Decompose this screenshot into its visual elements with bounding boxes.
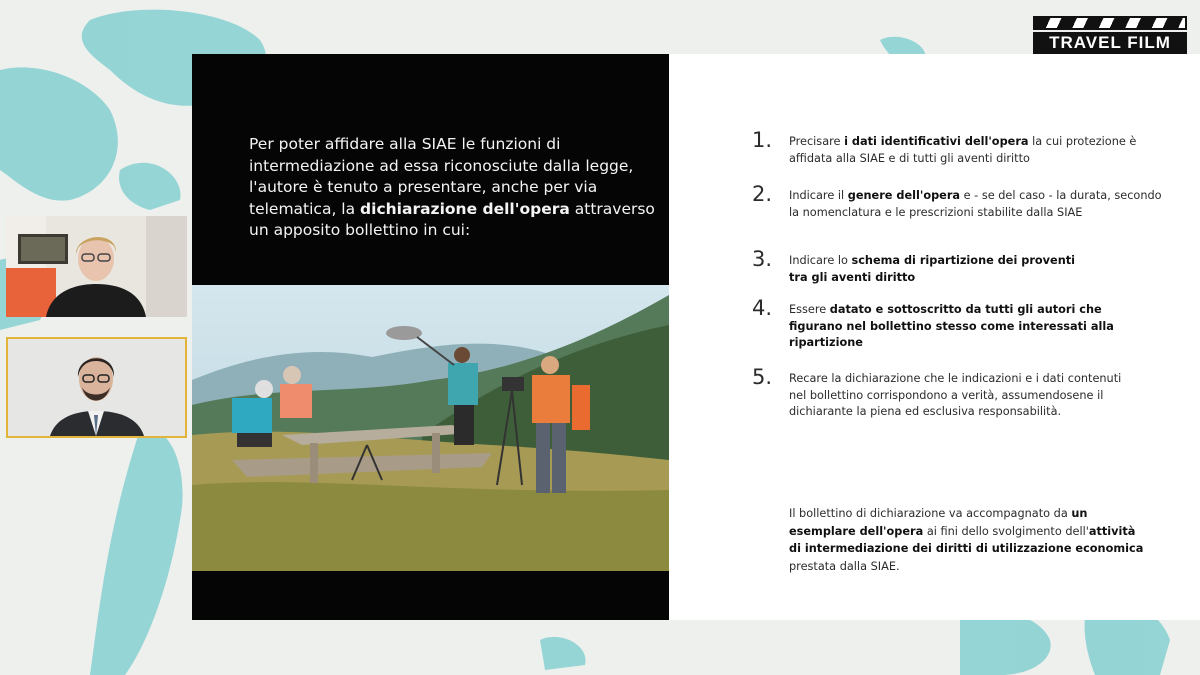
step-text	[789, 302, 1119, 352]
step-number: 3.	[752, 247, 773, 271]
intro-text-pre: Per poter affidare alla SIAE le funzioni di intermediazione ad essa riconosciute dalla legge, l'autore è tenuto a presentare, anche per via telematica, la	[249, 135, 634, 218]
slide-footnote	[789, 505, 1149, 575]
step-text-pre: Indicare il	[789, 189, 848, 202]
step-text	[789, 188, 1169, 221]
clapperboard-icon	[1033, 16, 1187, 30]
intro-text-post: attraverso un apposito bollettino in cui:	[249, 199, 655, 239]
footnote-bold: attività di intermediazione dei diritti di utilizzazione economica	[789, 524, 1144, 555]
footnote-part: ai fini dello svolgimento dell'	[923, 524, 1089, 538]
participant-2-image	[8, 339, 185, 436]
step-text-post: e - se del caso - la durata, secondo la nomenclatura e le prescrizioni stabilite dalla SIAE	[789, 189, 1162, 219]
step-text-pre: Essere	[789, 303, 830, 316]
step-number: 4.	[752, 296, 773, 320]
step-text-pre: Precisare	[789, 135, 845, 148]
footnote-part: Il bollettino di dichiarazione va accompagnato da	[789, 507, 1072, 520]
step-text-bold: genere dell'opera	[847, 189, 961, 202]
step-text-post: la cui protezione è affidata alla SIAE e di tutti gli aventi diritto	[789, 135, 1137, 165]
slide-intro-text	[249, 134, 659, 242]
participant-2-video[interactable]	[6, 337, 187, 438]
step-text	[789, 253, 1079, 286]
step-number: 5.	[752, 365, 773, 389]
step-text	[789, 134, 1169, 167]
participant-1-image	[6, 216, 187, 317]
presentation-slide	[192, 54, 1200, 620]
step-number: 1.	[752, 128, 773, 152]
step-text	[789, 371, 1134, 421]
slide-left-panel	[192, 54, 669, 620]
film-crew-photo	[192, 285, 669, 571]
step-text-pre: Recare la dichiarazione che le indicazioni e i dati contenuti nel bollettino corrispondono a verità, assumendosene il dichiarante la piena ed esclusiva responsabilità.	[789, 372, 1122, 418]
logo-title: TRAVEL FILM	[1033, 32, 1187, 54]
step-number: 2.	[752, 182, 773, 206]
step-text-bold: i dati identificativi dell'opera	[844, 135, 1029, 148]
step-text-bold: datato e sottoscritto da tutti gli autori che figurano nel bollettino stesso come interessati alla ripartizione	[789, 303, 1114, 349]
intro-text-bold: dichiarazione dell'opera	[360, 199, 570, 218]
participant-1-video[interactable]	[6, 216, 187, 317]
step-text-bold: schema di ripartizione dei proventi tra gli aventi diritto	[789, 254, 1076, 284]
footnote-part: prestata dalla SIAE.	[789, 559, 900, 573]
step-text-pre: Indicare lo	[789, 254, 852, 267]
footnote-bold: un esemplare dell'opera	[789, 507, 1088, 538]
slide-right-panel	[669, 54, 1200, 620]
